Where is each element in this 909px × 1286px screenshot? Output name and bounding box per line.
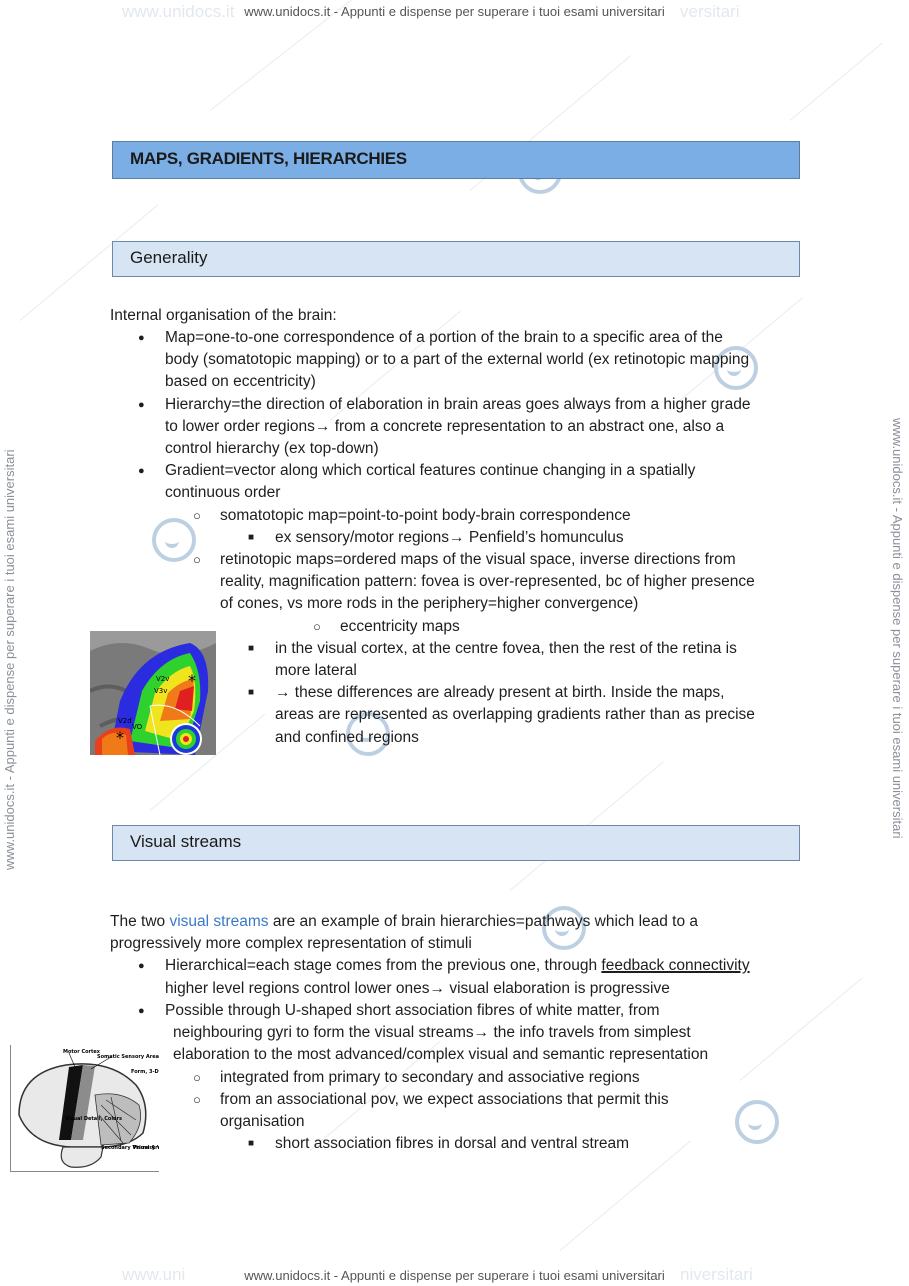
sub-bullet-associational-line2: organisation: [220, 1113, 305, 1130]
watermark-left-side: www.unidocs.it - Appunti e dispense per superare i tuoi esami universitari: [2, 449, 17, 870]
bullet-map: ● Map=one-to-one correspondence of a portion of the brain to a specific area of the: [165, 327, 723, 349]
watermark-faint-top-right: versitari: [680, 2, 740, 21]
sub-bullet-retinotopic-line2: reality, magnification pattern: fovea is over-represented, bc of higher presence: [220, 573, 755, 590]
bullet-hierarchy: ● Hierarchy=the direction of elaboration in brain areas goes always from a higher grade: [165, 394, 750, 416]
svg-text:*: *: [116, 728, 124, 747]
svg-text:*: *: [188, 671, 196, 690]
visual-streams-brain-figure: [10, 1045, 159, 1172]
watermark-line: [790, 43, 883, 121]
subsub-bullet-visual-cortex: ■ in the visual cortex, at the centre fovea, then the rest of the retina is: [275, 638, 737, 660]
figure-label-form: Form, 3-D: [131, 1069, 159, 1075]
visual-streams-link[interactable]: visual streams: [169, 913, 269, 930]
sub-bullet-integrated: ○ integrated from primary to secondary and associative regions: [220, 1067, 640, 1089]
figure-label-v3v: V3v: [154, 687, 168, 695]
watermark-faint-bottom-right: niversitari: [680, 1265, 753, 1284]
figure-label-visual-detail: Visual Detail, Colors: [65, 1116, 122, 1122]
figure-label-motor: Motor Cortex: [63, 1049, 101, 1055]
section2-intro-pre: The two: [110, 913, 170, 930]
watermark-line: [560, 1141, 691, 1251]
watermark-top: www.unidocs.it - Appunti e dispense per superare i tuoi esami universitari: [244, 4, 665, 19]
bullet-hierarchy-line2: to lower order regions→ from a concrete representation to an abstract one, also a: [165, 418, 725, 435]
watermark-line: [740, 977, 863, 1081]
watermark-right-side: www.unidocs.it - Appunti e dispense per superare i tuoi esami universitari: [890, 418, 905, 839]
sub-bullet-somatotopic: ○ somatotopic map=point-to-point body-brain correspondence: [220, 505, 631, 527]
figure-label-somatosensory: Somatic Sensory Area I: [97, 1054, 159, 1060]
sub-bullet-eccentricity: ○ eccentricity maps: [340, 616, 460, 638]
watermark-logo-icon: [735, 1100, 779, 1144]
figure-label-primary: Primary V: [133, 1145, 159, 1151]
bullet-u-shaped-line3: elaboration to the most advanced/complex visual and semantic representation: [173, 1046, 709, 1063]
sub-bullet-retinotopic: ○ retinotopic maps=ordered maps of the visual space, inverse directions from: [220, 549, 736, 571]
figure-label-v2v: V2v: [156, 675, 170, 683]
page-title: MAPS, GRADIENTS, HIERARCHIES: [112, 141, 800, 179]
watermark-faint-top: www.unidocs.it: [122, 2, 235, 21]
bullet-map-line3: based on eccentricity): [165, 373, 316, 390]
subsub-bullet-birth-line3: and confined regions: [275, 729, 419, 746]
bullet-hierarchical: [165, 955, 750, 977]
retinotopic-map-figure: [90, 631, 216, 755]
feedback-connectivity-underlined: feedback connectivity: [601, 957, 750, 974]
figure-label-vo: VO: [132, 723, 143, 731]
bullet-u-shaped: ● Possible through U-shaped short association fibres of white matter, from: [165, 1000, 660, 1022]
bullet-hierarchy-line3: control hierarchy (ex top-down): [165, 440, 379, 457]
subsub-bullet-visual-cortex-line2: more lateral: [275, 662, 357, 679]
subsub-bullet-birth-line2: areas are represented as overlapping gradients rather than as precise: [275, 706, 755, 723]
section-heading-generality: Generality: [112, 241, 800, 277]
section-heading-visual-streams: Visual streams: [112, 825, 800, 861]
section2-intro-line2: progressively more complex representation of stimuli: [110, 935, 472, 952]
bullet-gradient: ● Gradient=vector along which cortical features continue changing in a spatially: [165, 460, 695, 482]
subsub-bullet-penfield: ■ ex sensory/motor regions→ Penfield’s homunculus: [275, 527, 624, 549]
subsub-bullet-birth: ■ → these differences are already present at birth. Inside the maps,: [275, 682, 724, 704]
figure-label-secondary: Secondary Visual Ar: [101, 1145, 158, 1151]
section2-intro-post: are an example of brain hierarchies=pathways which lead to a: [268, 913, 699, 930]
watermark-bottom: www.unidocs.it - Appunti e dispense per superare i tuoi esami universitari: [244, 1268, 665, 1283]
bullet-gradient-line2: continuous order: [165, 484, 281, 501]
section1-intro: Internal organisation of the brain:: [110, 307, 337, 324]
section2-intro: [110, 911, 698, 933]
sub-bullet-associational: ○ from an associational pov, we expect associations that permit this: [220, 1089, 669, 1111]
bullet-hierarchical-line2: higher level regions control lower ones→ visual elaboration is progressive: [165, 980, 670, 997]
subsub-bullet-short-fibres: ■ short association fibres in dorsal and ventral stream: [275, 1133, 629, 1155]
watermark-faint-bottom: www.uni: [122, 1265, 186, 1284]
bullet-map-line2: body (somatotopic mapping) or to a part of the external world (ex retinotopic mapping: [165, 351, 750, 368]
bullet-hierarchical-text: Hierarchical=each stage comes from the previous one, through: [165, 957, 602, 974]
bullet-u-shaped-line2: neighbouring gyri to form the visual streams→ the info travels from simplest: [173, 1024, 691, 1041]
figure-label-v2d: V2d: [118, 717, 132, 725]
sub-bullet-retinotopic-line3: of cones, vs more rods in the periphery=higher convergence): [220, 595, 639, 612]
watermark-logo-icon: [152, 518, 196, 562]
